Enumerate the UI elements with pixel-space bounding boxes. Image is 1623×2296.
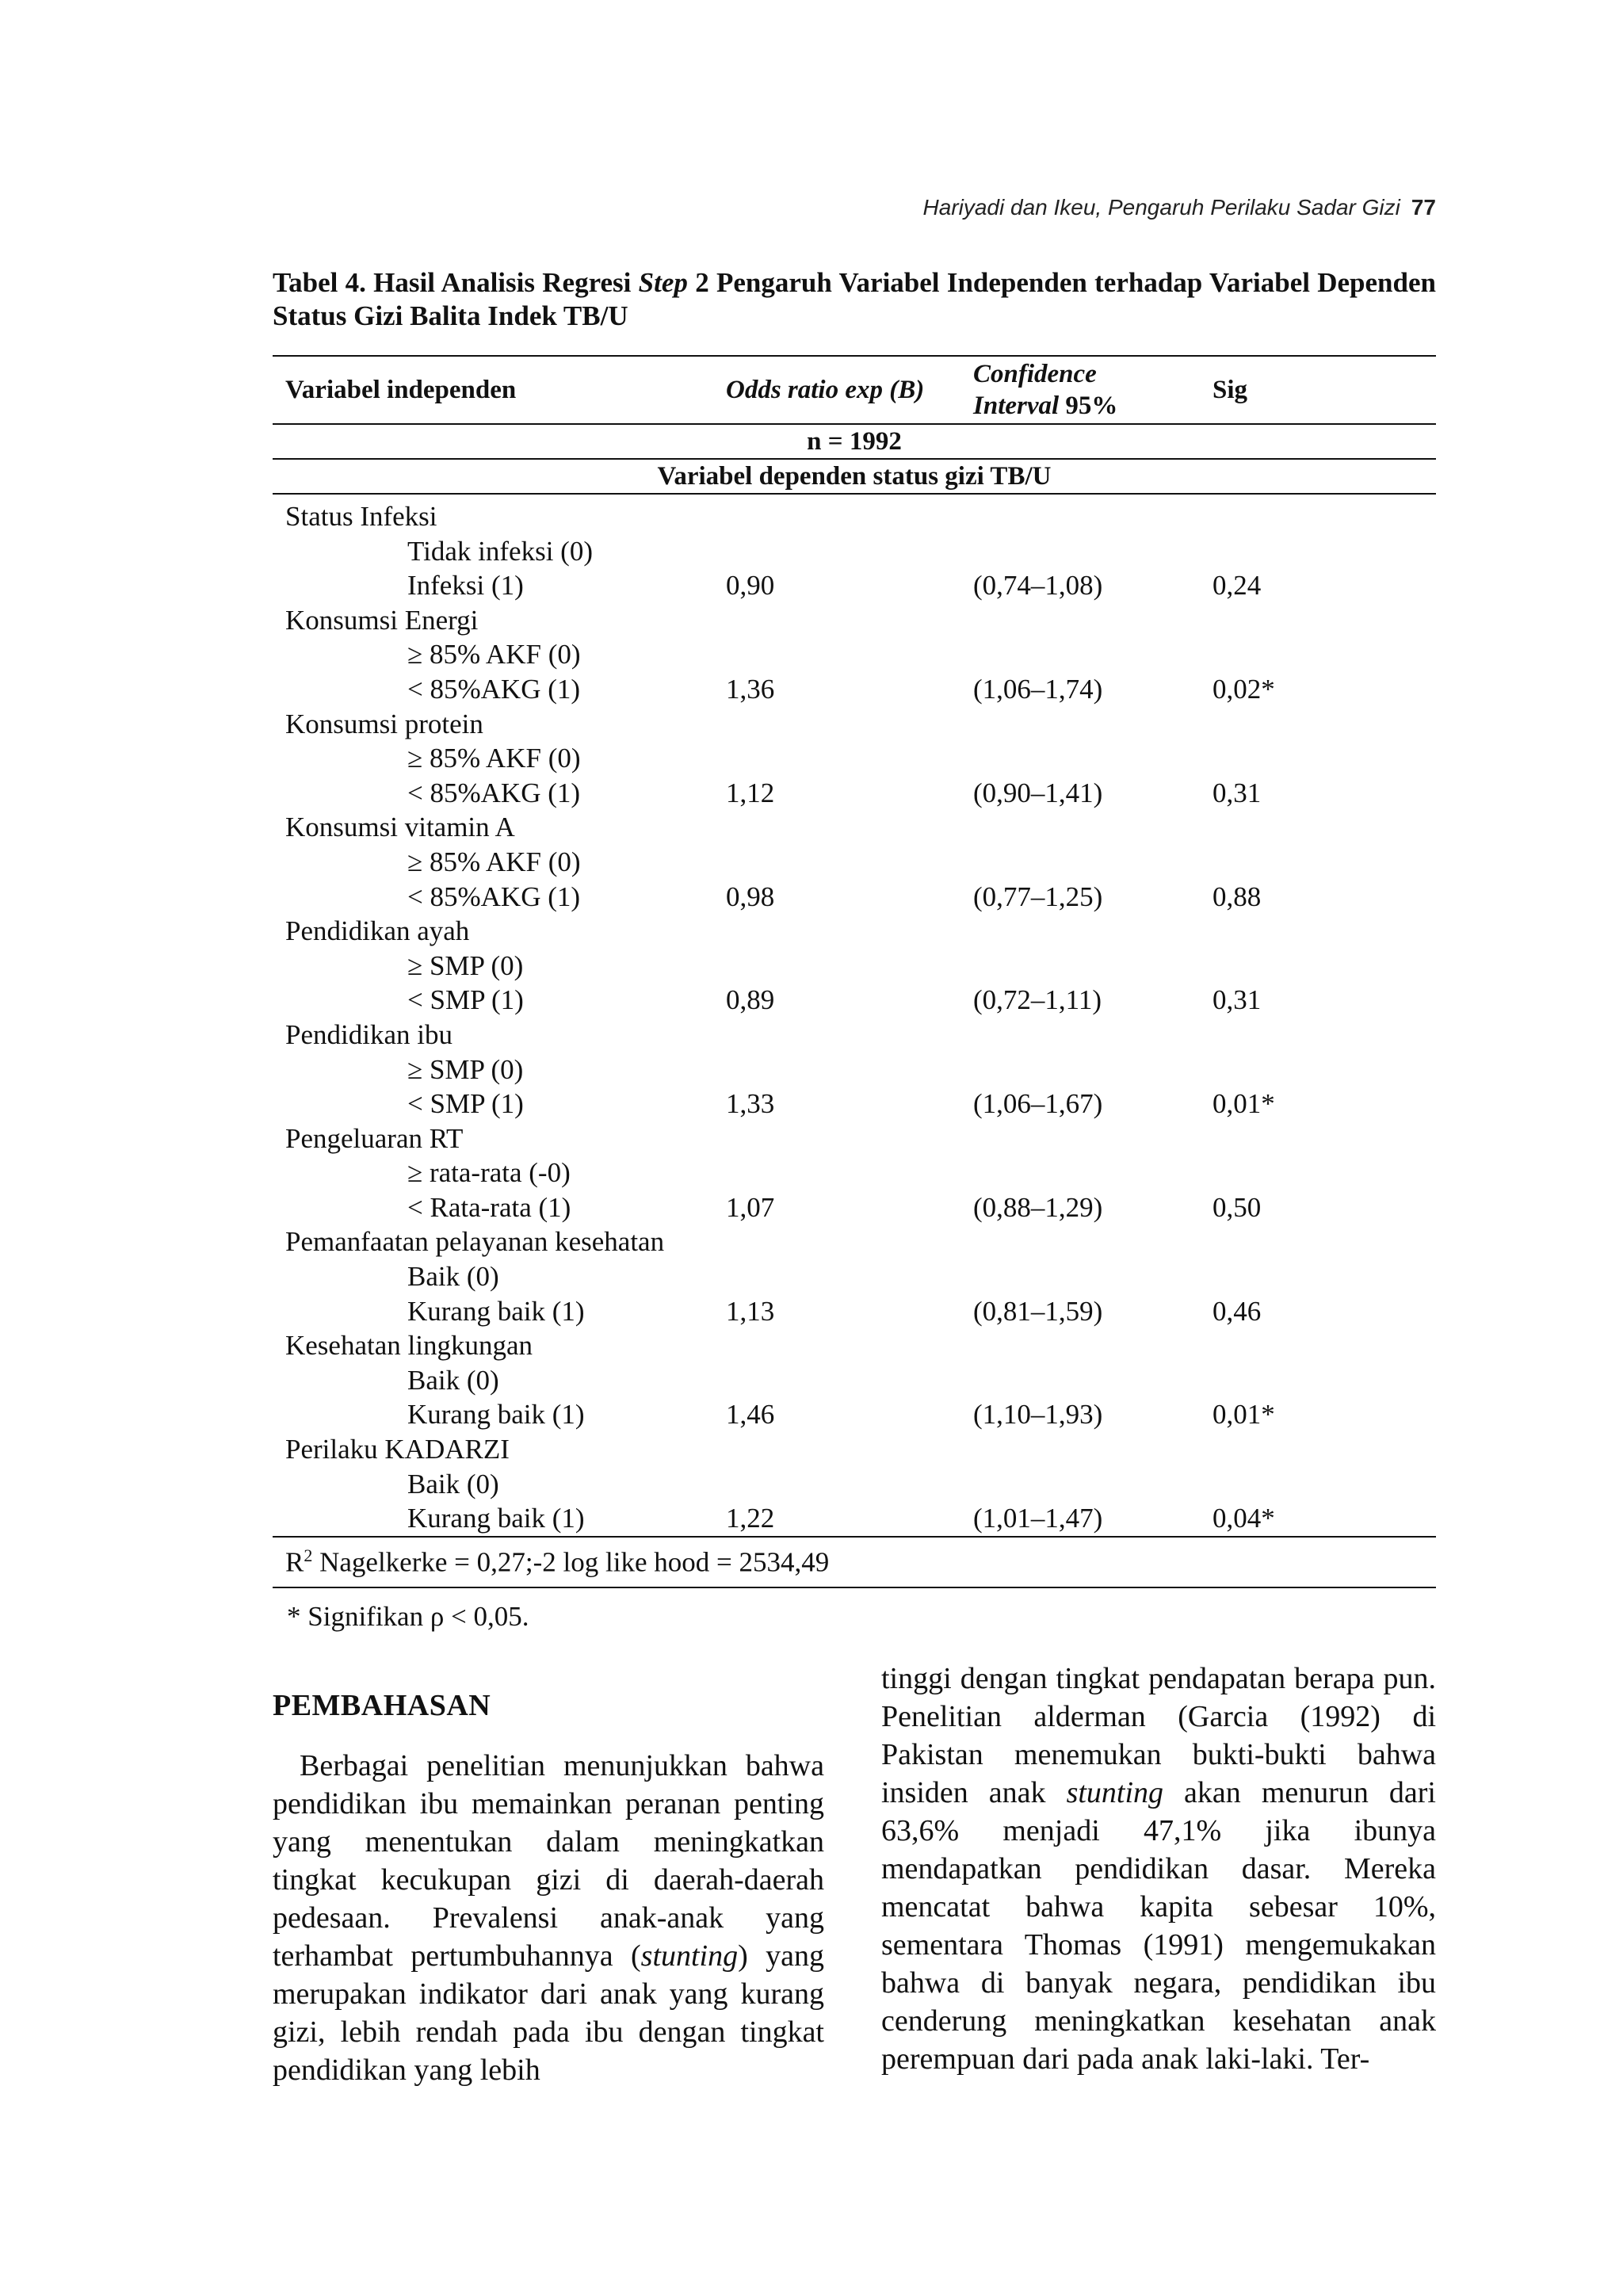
footer-text: Nagelkerke = 0,27;-2 log like hood = 2534,49 <box>312 1546 830 1578</box>
cell-variable: Status Infeksi <box>285 501 437 532</box>
table-row <box>273 568 1436 603</box>
caption-step: Step <box>638 267 688 298</box>
table-footer-row <box>273 1537 1436 1587</box>
cell-sig <box>1212 1121 1436 1156</box>
cell-variable: ≥ 85% AKF (0) <box>407 743 581 774</box>
cell-confidence-interval <box>973 949 1212 984</box>
cell-sig <box>1212 1328 1436 1363</box>
cell-sig <box>1212 914 1436 949</box>
cell-variable: < SMP (1) <box>407 984 524 1016</box>
table-row <box>273 603 1436 638</box>
cell-odds-ratio: 1,36 <box>726 673 775 705</box>
cell-sig: 0,46 <box>1212 1295 1262 1327</box>
cell-sig: 0,24 <box>1212 570 1262 602</box>
cell-variable: Infeksi (1) <box>407 570 524 602</box>
cell-variable: Perilaku KADARZI <box>285 1434 510 1465</box>
table-row <box>273 776 1436 811</box>
cell-sig: 0,31 <box>1212 777 1262 808</box>
table-header-row <box>273 356 1436 424</box>
n-row <box>273 424 1436 459</box>
left-text-column <box>273 1688 824 2089</box>
cell-sig: 0,01* <box>1212 1088 1275 1120</box>
cell-odds-ratio <box>726 494 973 534</box>
cell-odds-ratio: 1,07 <box>726 1191 775 1223</box>
cell-odds-ratio <box>726 1259 973 1294</box>
left-text-part2: ) yang merupakan indikator dari anak yang kurang gizi, lebih rendah pada ibu dengan tingkat pendidikan yang lebih <box>273 1939 824 2087</box>
cell-odds-ratio <box>726 1224 973 1259</box>
table-row <box>273 1052 1436 1087</box>
cell-odds-ratio <box>726 1363 973 1398</box>
table-row <box>273 1467 1436 1502</box>
cell-odds-ratio: 1,33 <box>726 1088 775 1120</box>
cell-odds-ratio <box>726 637 973 672</box>
col-header-variable: Variabel independen <box>273 356 726 424</box>
cell-odds-ratio <box>726 741 973 776</box>
cell-confidence-interval: (1,06–1,74) <box>973 673 1103 705</box>
cell-variable: < Rata-rata (1) <box>407 1191 571 1223</box>
col-header-sig: Sig <box>1212 356 1436 424</box>
cell-sig <box>1212 1259 1436 1294</box>
cell-odds-ratio <box>726 1467 973 1502</box>
cell-odds-ratio <box>726 949 973 984</box>
table-row <box>273 1121 1436 1156</box>
dependent-row <box>273 459 1436 494</box>
cell-confidence-interval <box>973 1432 1212 1467</box>
cell-confidence-interval <box>973 603 1212 638</box>
cell-variable: Pendidikan ayah <box>285 915 470 947</box>
cell-sig <box>1212 1224 1436 1259</box>
cell-odds-ratio <box>726 1121 973 1156</box>
cell-odds-ratio: 1,22 <box>726 1503 775 1534</box>
section-heading: PEMBAHASAN <box>273 1689 491 1722</box>
table-row <box>273 707 1436 742</box>
ci-header-line1: Confidence <box>973 360 1097 388</box>
cell-odds-ratio: 1,12 <box>726 777 775 808</box>
table-row <box>273 880 1436 915</box>
col-header-odds-ratio: Odds ratio exp (B) <box>726 356 973 424</box>
cell-variable: Pemanfaatan pelayanan kesehatan <box>285 1226 665 1258</box>
cell-confidence-interval <box>973 637 1212 672</box>
cell-sig: 0,50 <box>1212 1191 1262 1223</box>
cell-confidence-interval <box>973 1467 1212 1502</box>
table-row <box>273 534 1436 569</box>
cell-confidence-interval <box>973 494 1212 534</box>
cell-sig <box>1212 1363 1436 1398</box>
cell-sig: 0,04* <box>1212 1503 1275 1534</box>
table-row <box>273 672 1436 707</box>
cell-confidence-interval: (0,74–1,08) <box>973 570 1103 602</box>
table-caption <box>273 266 1436 333</box>
cell-variable: ≥ 85% AKF (0) <box>407 846 581 877</box>
cell-variable: Baik (0) <box>407 1364 499 1396</box>
cell-odds-ratio <box>726 707 973 742</box>
cell-odds-ratio: 1,13 <box>726 1295 775 1327</box>
cell-variable: < SMP (1) <box>407 1088 524 1120</box>
table-row <box>273 810 1436 845</box>
table-row <box>273 1224 1436 1259</box>
cell-variable: < 85%AKG (1) <box>407 777 581 808</box>
significance-note: * Signifikan ρ < 0,05. <box>287 1601 529 1632</box>
cell-confidence-interval: (1,10–1,93) <box>973 1399 1103 1431</box>
cell-variable: Pengeluaran RT <box>285 1122 464 1154</box>
cell-odds-ratio <box>726 1328 973 1363</box>
cell-variable: Kurang baik (1) <box>407 1503 585 1534</box>
table-row <box>273 1397 1436 1432</box>
table-row <box>273 1432 1436 1467</box>
cell-variable: Kesehatan lingkungan <box>285 1330 533 1362</box>
cell-sig <box>1212 494 1436 534</box>
cell-variable: Kurang baik (1) <box>407 1399 585 1431</box>
cell-odds-ratio <box>726 1156 973 1190</box>
cell-variable: Kurang baik (1) <box>407 1295 585 1327</box>
cell-confidence-interval <box>973 1363 1212 1398</box>
cell-confidence-interval: (1,01–1,47) <box>973 1503 1103 1534</box>
cell-variable: ≥ SMP (0) <box>407 949 524 981</box>
table-row <box>273 1363 1436 1398</box>
running-title: Hariyadi dan Ikeu, Pengaruh Perilaku Sadar Gizi <box>922 195 1400 220</box>
page-number: 77 <box>1411 195 1436 220</box>
cell-confidence-interval <box>973 534 1212 569</box>
cell-sig <box>1212 845 1436 880</box>
cell-confidence-interval <box>973 1156 1212 1190</box>
cell-confidence-interval: (1,06–1,67) <box>973 1088 1103 1120</box>
running-header <box>923 195 1436 220</box>
cell-variable: Tidak infeksi (0) <box>407 535 593 567</box>
cell-odds-ratio: 0,89 <box>726 984 775 1016</box>
cell-sig <box>1212 949 1436 984</box>
cell-confidence-interval: (0,81–1,59) <box>973 1295 1103 1327</box>
ci-header-percent: 95% <box>1059 392 1118 420</box>
cell-confidence-interval <box>973 1328 1212 1363</box>
cell-sig <box>1212 637 1436 672</box>
cell-confidence-interval <box>973 914 1212 949</box>
cell-variable: < 85%AKG (1) <box>407 673 581 705</box>
table-row <box>273 983 1436 1018</box>
table-row <box>273 741 1436 776</box>
cell-confidence-interval <box>973 845 1212 880</box>
cell-confidence-interval: (0,88–1,29) <box>973 1191 1103 1223</box>
cell-confidence-interval: (0,90–1,41) <box>973 777 1103 808</box>
caption-part2: 2 Pengaruh Variabel Independen terhadap Variabel Dependen Status Gizi Balita Indek TB/U <box>273 267 1436 331</box>
dependent-variable-label: Variabel dependen status gizi TB/U <box>273 459 1436 494</box>
cell-sig: 0,88 <box>1212 881 1262 912</box>
cell-sig <box>1212 1156 1436 1190</box>
left-text-part1: Berbagai penelitian menunjukkan bahwa pendidikan ibu memainkan peranan penting yang menentukan dalam meningkatkan tingkat kecukupan gizi di daerah-daerah pedesaan. Prevalensi anak-anak yang terhambat pertumbuhannya ( <box>273 1749 824 1973</box>
cell-confidence-interval <box>973 1018 1212 1052</box>
table-row <box>273 494 1436 534</box>
cell-variable: ≥ rata-rata (-0) <box>407 1157 571 1189</box>
cell-sig <box>1212 1018 1436 1052</box>
cell-variable: Konsumsi protein <box>285 708 483 739</box>
cell-confidence-interval <box>973 1121 1212 1156</box>
footer-superscript: 2 <box>304 1545 313 1565</box>
cell-sig <box>1212 1432 1436 1467</box>
cell-confidence-interval: (0,77–1,25) <box>973 881 1103 912</box>
cell-sig <box>1212 741 1436 776</box>
cell-sig <box>1212 707 1436 742</box>
left-paragraph <box>273 1747 824 2089</box>
cell-variable: ≥ 85% AKF (0) <box>407 639 581 670</box>
table-row <box>273 1294 1436 1329</box>
table-row <box>273 914 1436 949</box>
table-body <box>273 494 1436 1537</box>
cell-sig: 0,02* <box>1212 673 1275 705</box>
cell-variable: Baik (0) <box>407 1468 499 1499</box>
cell-odds-ratio <box>726 1432 973 1467</box>
cell-sig: 0,01* <box>1212 1399 1275 1431</box>
nagelkerke-summary <box>273 1537 1436 1587</box>
cell-variable: < 85%AKG (1) <box>407 881 581 912</box>
cell-sig <box>1212 534 1436 569</box>
right-text-column <box>881 1660 1436 2078</box>
table-row <box>273 1328 1436 1363</box>
footer-r: R <box>285 1546 304 1578</box>
cell-confidence-interval <box>973 741 1212 776</box>
cell-odds-ratio <box>726 1018 973 1052</box>
right-text-italic: stunting <box>1066 1776 1164 1809</box>
right-text-part1: tinggi dengan tingkat pendapatan berapa pun. Penelitian alderman (Garcia (1992) di Pakistan menemukan bukti-bukti bahwa insiden anak <box>881 1662 1436 1809</box>
cell-confidence-interval <box>973 1259 1212 1294</box>
cell-odds-ratio: 1,46 <box>726 1399 775 1431</box>
caption-part1: Tabel 4. Hasil Analisis Regresi <box>273 267 639 298</box>
table-row <box>273 949 1436 984</box>
table-row <box>273 845 1436 880</box>
cell-odds-ratio <box>726 914 973 949</box>
col-header-confidence-interval <box>973 356 1212 424</box>
table-row <box>273 1018 1436 1052</box>
right-paragraph <box>881 1660 1436 2078</box>
cell-odds-ratio <box>726 1052 973 1087</box>
cell-confidence-interval <box>973 1052 1212 1087</box>
cell-odds-ratio <box>726 534 973 569</box>
cell-variable: Konsumsi vitamin A <box>285 812 515 843</box>
cell-odds-ratio <box>726 603 973 638</box>
right-text-part2: akan menurun dari 63,6% menjadi 47,1% jika ibunya mendapatkan pendidikan dasar. Mereka mencatat bahwa kapita sebesar 10%, sementara Thomas (1991) mengemukakan bahwa di banyak negara, pendidikan ibu cenderung meningkatkan kesehatan anak perempuan dari pada anak laki-laki. Ter- <box>881 1776 1436 2076</box>
table-row <box>273 637 1436 672</box>
cell-variable: ≥ SMP (0) <box>407 1053 524 1085</box>
cell-odds-ratio <box>726 845 973 880</box>
regression-table <box>273 355 1436 1588</box>
cell-variable: Pendidikan ibu <box>285 1018 453 1050</box>
table-row <box>273 1190 1436 1225</box>
ci-header-interval: Interval <box>973 392 1060 420</box>
left-text-italic: stunting <box>640 1939 739 1973</box>
table-row <box>273 1501 1436 1537</box>
sample-size-label: n = 1992 <box>273 424 1436 459</box>
cell-confidence-interval <box>973 707 1212 742</box>
cell-odds-ratio <box>726 810 973 845</box>
table-row <box>273 1259 1436 1294</box>
table-row <box>273 1156 1436 1190</box>
cell-variable: Baik (0) <box>407 1261 499 1293</box>
cell-sig <box>1212 1467 1436 1502</box>
table-row <box>273 1087 1436 1121</box>
cell-odds-ratio: 0,90 <box>726 570 775 602</box>
cell-odds-ratio: 0,98 <box>726 881 775 912</box>
cell-sig <box>1212 603 1436 638</box>
cell-confidence-interval <box>973 1224 1212 1259</box>
cell-sig: 0,31 <box>1212 984 1262 1016</box>
cell-variable: Konsumsi Energi <box>285 604 479 636</box>
cell-sig <box>1212 1052 1436 1087</box>
cell-confidence-interval: (0,72–1,11) <box>973 984 1102 1016</box>
cell-sig <box>1212 810 1436 845</box>
cell-confidence-interval <box>973 810 1212 845</box>
